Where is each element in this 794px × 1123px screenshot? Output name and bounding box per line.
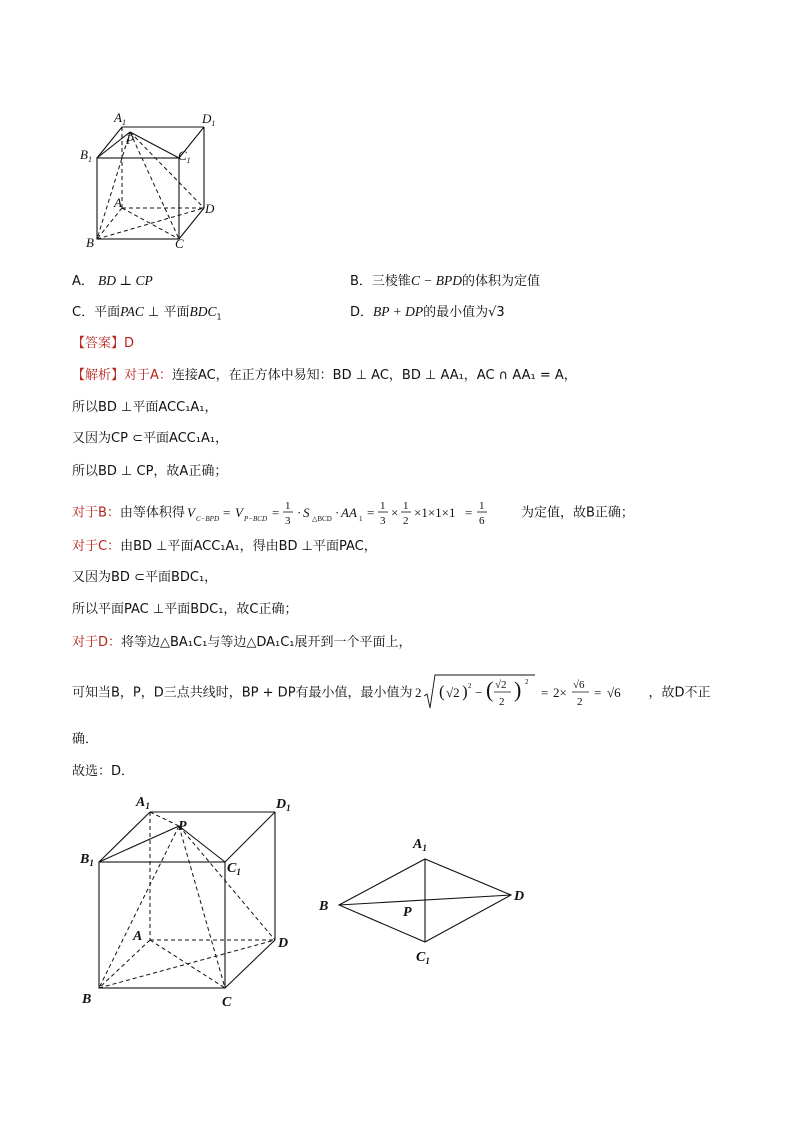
svg-text:1: 1 (478, 500, 485, 512)
label-D: D (514, 889, 525, 904)
svg-text:V: V (186, 505, 195, 520)
label-B1: $B_1$ (80, 147, 92, 164)
svg-text:1: 1 (358, 515, 363, 523)
svg-text:(: ( (485, 677, 493, 702)
analysis-line-11: 确． (72, 732, 99, 747)
label-B: B (319, 899, 329, 914)
analysis-line-10: 可知当B，P，D三点共线时，BP + DP有最小值，最小值为 2 ( √2 ) 2 − ( √2 2 ) 2 = 2× √6 2 = √6 ，故D不正 (72, 672, 711, 714)
svg-text:=: = (271, 505, 280, 520)
analysis-line-1: 【解析】对于A：连接AC，在正方体中易知：BD ⊥ AC，BD ⊥ AA₁，AC ∩ AA₁ = A， (72, 368, 577, 383)
analysis-line-8: 所以平面PAC ⊥平面BDC₁，故C正确； (72, 602, 298, 617)
svg-text:AA: AA (340, 505, 357, 520)
label-C: C (175, 236, 184, 251)
label-B: B (86, 235, 94, 250)
label-B1: $B_1$ (80, 852, 94, 868)
label-C1: $C_1$ (416, 950, 430, 966)
label-C1: $C_1$ (178, 148, 191, 165)
svg-text:=: = (593, 685, 601, 700)
analysis-line-6: 对于C：由BD ⊥平面ACC₁A₁，得由BD ⊥平面PAC， (72, 539, 377, 554)
label-D1: $D_1$ (202, 111, 216, 128)
bottom-cube-figure (78, 790, 308, 1015)
svg-text:): ) (461, 682, 468, 701)
label-A1: $A_1$ (136, 795, 150, 811)
svg-text:2: 2 (467, 682, 472, 690)
analysis-line-3: 又因为CP ⊂平面ACC₁A₁， (72, 431, 229, 446)
svg-text:1: 1 (402, 500, 409, 512)
svg-text:−: − (474, 685, 482, 700)
analysis-line-12: 故选：D． (72, 764, 135, 779)
label-C1: $C_1$ (227, 861, 241, 877)
svg-text:2: 2 (576, 696, 583, 708)
svg-text:×1×1×1: ×1×1×1 (413, 505, 456, 520)
svg-text:C−BPD: C−BPD (195, 515, 219, 523)
label-P: P (126, 132, 134, 147)
option-c: C．平面PAC ⊥ 平面$BDC_1$ (72, 304, 222, 322)
svg-text:=: = (540, 685, 548, 700)
option-b: B．三棱锥C − BPD的体积为定值 (350, 273, 541, 289)
svg-text:√6: √6 (606, 685, 621, 700)
svg-text:·: · (334, 505, 340, 520)
label-D: D (278, 936, 289, 951)
label-A1: $A_1$ (114, 110, 126, 127)
analysis-line-9: 对于D：将等边△BA₁C₁与等边△DA₁C₁展开到一个平面上， (72, 635, 412, 650)
rhombus-figure (312, 830, 537, 970)
option-d: D．BP + DP的最小值为√3 (350, 304, 505, 320)
label-D: D (205, 201, 215, 216)
svg-text:=: = (464, 505, 473, 520)
label-A1: $A_1$ (413, 837, 427, 853)
svg-text:6: 6 (478, 515, 485, 527)
svg-text:√6: √6 (572, 679, 585, 691)
volume-formula (185, 498, 521, 528)
svg-text:1: 1 (284, 500, 291, 512)
svg-text:3: 3 (379, 515, 386, 527)
top-cube-figure (78, 110, 228, 255)
svg-text:2×: 2× (552, 685, 567, 700)
svg-text:P−BCD: P−BCD (243, 515, 267, 523)
analysis-line-4: 所以BD ⊥ CP，故A正确； (72, 464, 228, 479)
label-P: P (403, 905, 412, 920)
label-A: A (133, 929, 143, 944)
svg-text:△BCD: △BCD (311, 515, 332, 523)
label-B: B (82, 992, 92, 1007)
svg-text:=: = (222, 505, 231, 520)
svg-text:√2: √2 (445, 685, 460, 700)
svg-text:2: 2 (524, 678, 529, 686)
answer-line: 【答案】D (72, 336, 135, 351)
svg-text:3: 3 (284, 515, 291, 527)
label-A: A (114, 195, 122, 210)
label-D1: $D_1$ (276, 797, 291, 813)
svg-text:): ) (513, 677, 521, 702)
label-C: C (222, 995, 232, 1010)
svg-text:2: 2 (498, 696, 505, 708)
analysis-line-2: 所以BD ⊥平面ACC₁A₁， (72, 400, 218, 415)
min-value-formula (413, 672, 649, 714)
svg-text:V: V (234, 505, 243, 520)
analysis-line-7: 又因为BD ⊂平面BDC₁， (72, 570, 218, 585)
svg-text:S: S (302, 505, 310, 520)
svg-text:2: 2 (402, 515, 409, 527)
label-P: P (178, 819, 187, 834)
analysis-line-5: 对于B：由等体积得 V C−BPD = V P−BCD = 1 3 · S △BCD · AA 1 = 1 3 × 1 2 ×1×1×1 = 1 6 为定值，故B正确； (72, 500, 634, 527)
option-a: A． BD ⊥ CP (72, 273, 153, 289)
svg-text:=: = (366, 505, 375, 520)
svg-text:(: ( (438, 682, 445, 701)
svg-text:×: × (390, 505, 399, 520)
svg-text:·: · (296, 505, 302, 520)
svg-text:√2: √2 (494, 679, 507, 691)
svg-text:1: 1 (379, 500, 386, 512)
svg-text:2: 2 (414, 685, 422, 700)
